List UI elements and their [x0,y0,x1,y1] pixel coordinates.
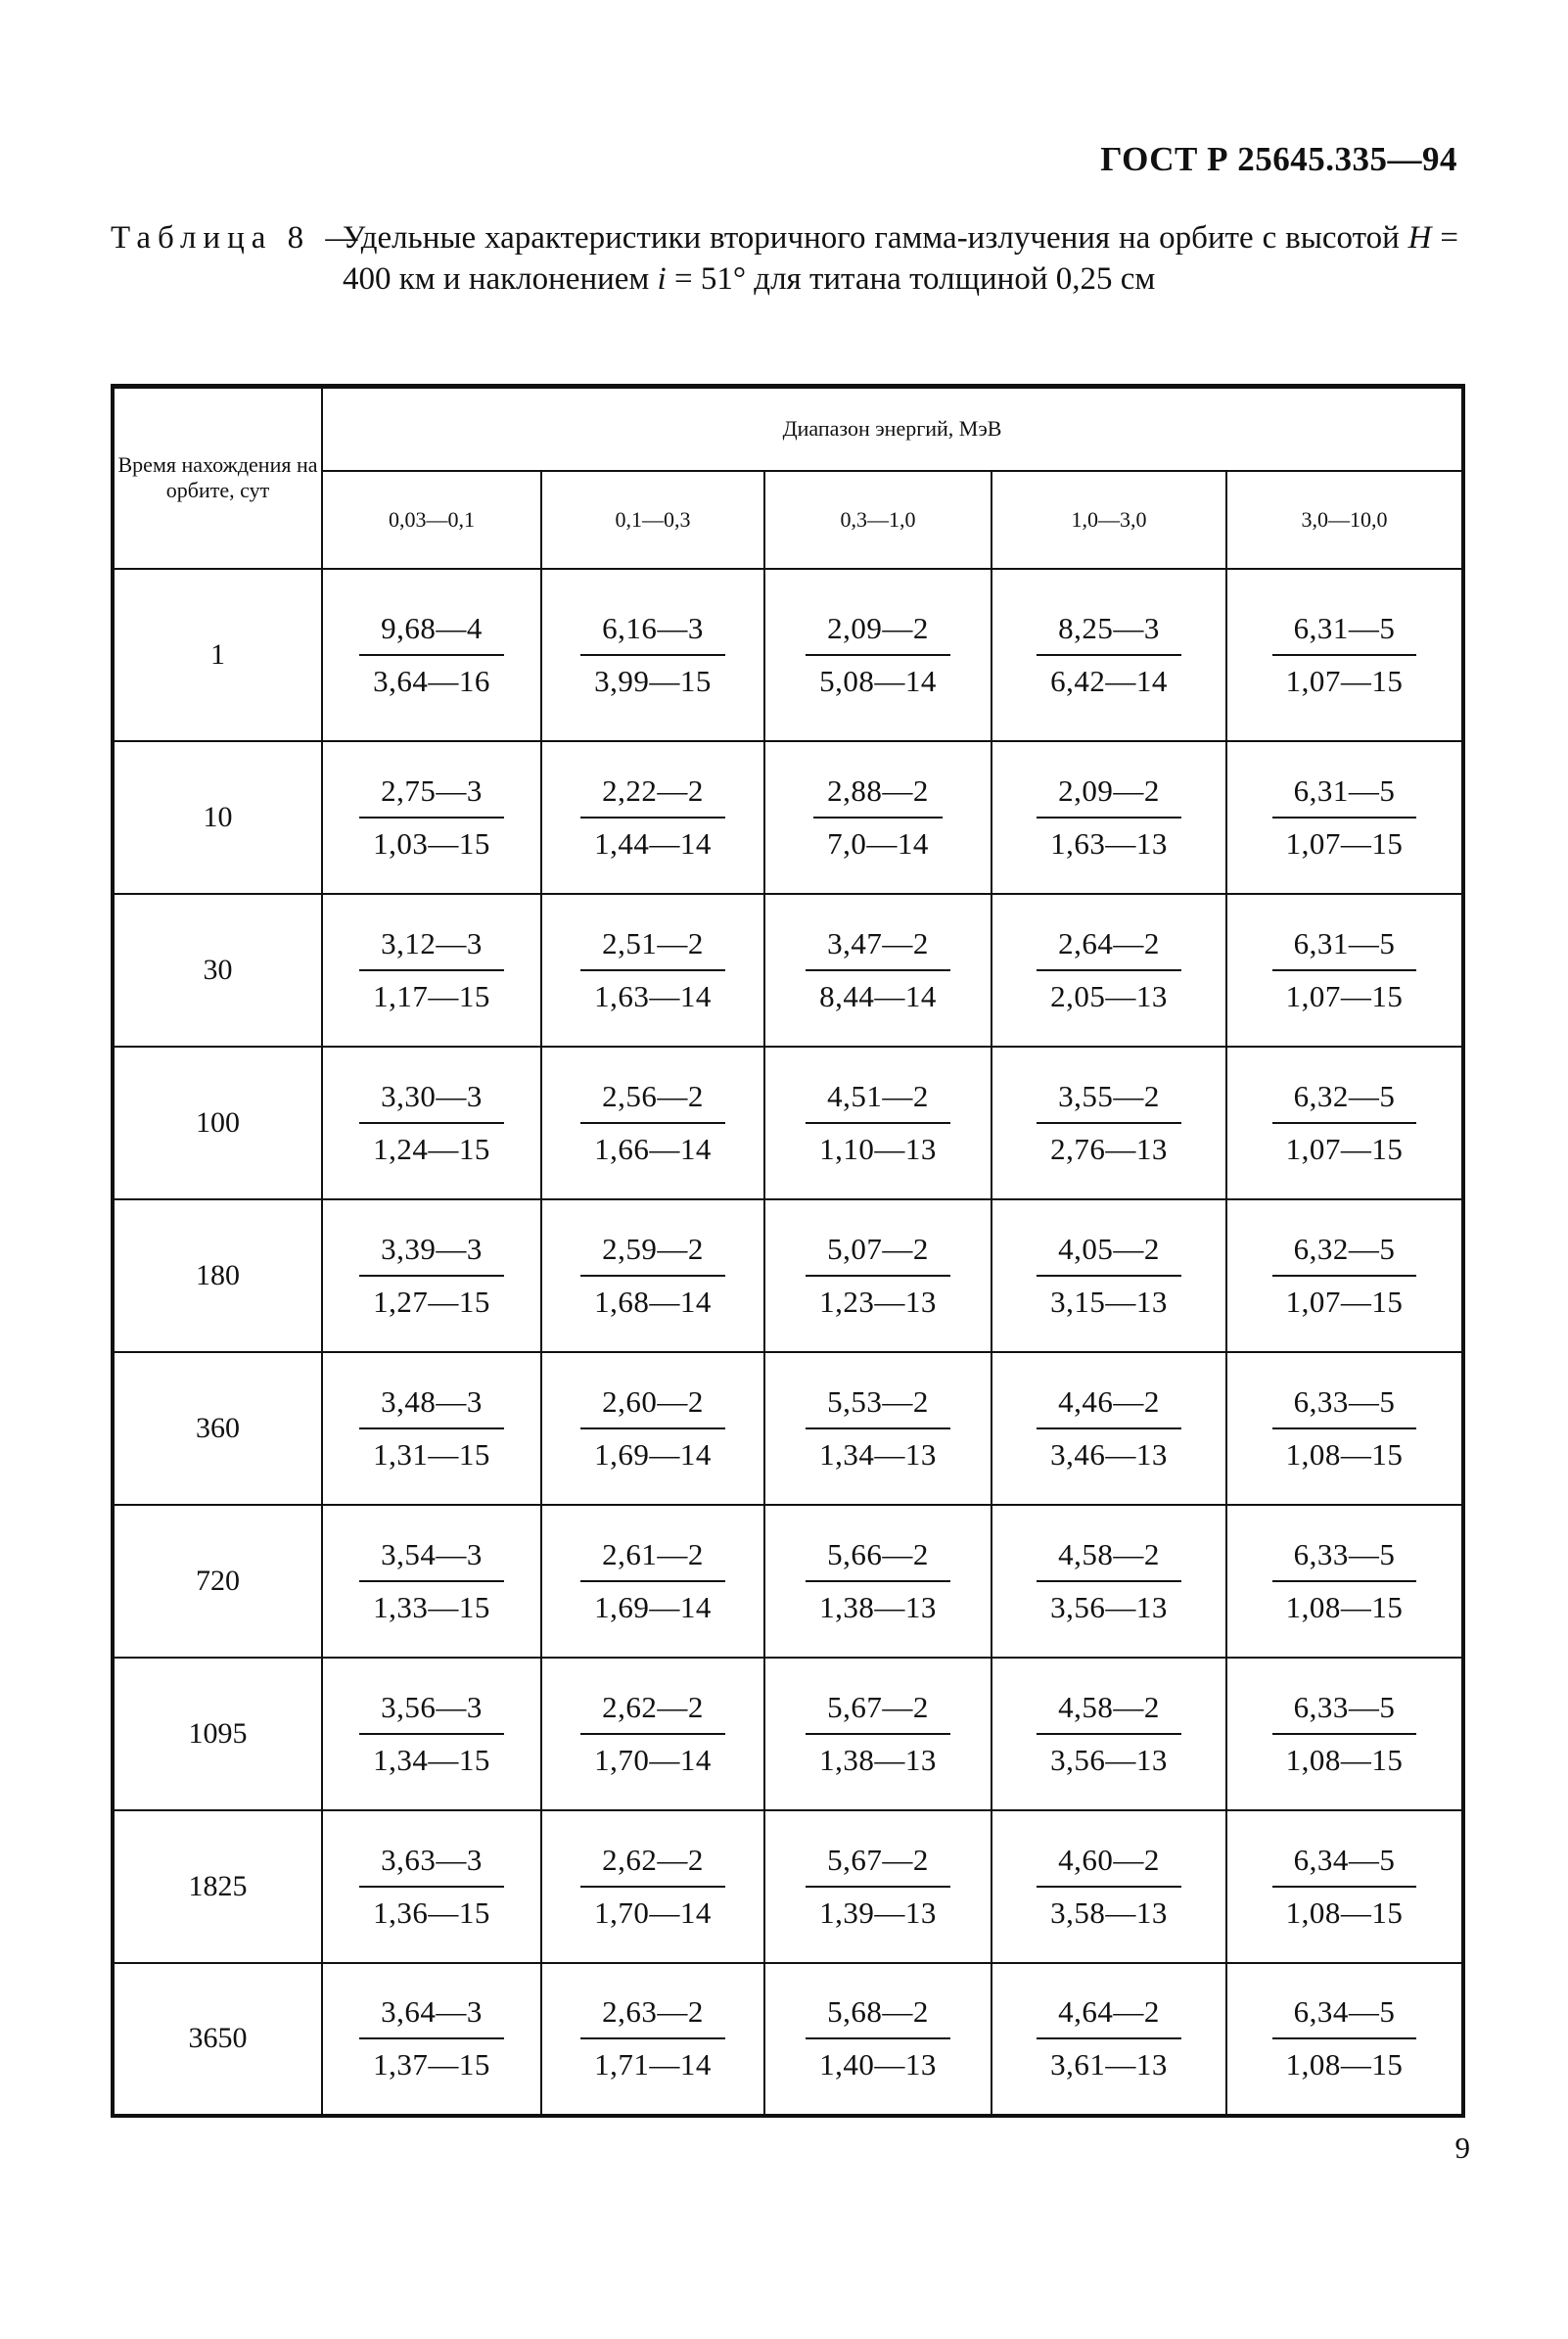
value-cell [541,741,764,894]
table-row [113,1963,1463,2116]
time-cell: 30 [113,894,322,1047]
value-cell [764,1352,992,1505]
table-row [113,1658,1463,1810]
fraction [1037,773,1181,862]
table-row [113,1505,1463,1658]
value-cell [992,1199,1226,1352]
fraction [359,1232,504,1320]
numerator: 6,32—5 [1272,1079,1417,1124]
denominator: 2,76—13 [1050,1131,1168,1166]
numerator: 6,34—5 [1272,1994,1417,2039]
column-header: 1,0—3,0 [992,471,1226,569]
time-cell: 10 [113,741,322,894]
fraction [1037,1232,1181,1320]
value-cell [322,1505,541,1658]
value-cell [764,894,992,1047]
column-header: 0,1—0,3 [541,471,764,569]
value-cell [1226,741,1463,894]
inclination-symbol: i [657,261,667,297]
value-cell [992,1352,1226,1505]
denominator: 1,34—15 [373,1742,490,1777]
table-row [113,894,1463,1047]
denominator: 1,36—15 [373,1895,490,1930]
denominator: 1,17—15 [373,978,490,1013]
denominator: 3,58—13 [1050,1895,1168,1930]
numerator: 2,59—2 [580,1232,725,1277]
denominator: 3,56—13 [1050,1589,1168,1624]
value-cell [1226,1199,1463,1352]
table-row [113,1047,1463,1199]
table-row [113,1199,1463,1352]
denominator: 3,15—13 [1050,1284,1168,1319]
fraction [806,611,950,699]
fraction [1272,1079,1417,1167]
numerator: 5,67—2 [806,1690,950,1735]
numerator: 9,68—4 [359,611,504,656]
fraction [806,926,950,1014]
height-symbol: H [1407,220,1432,256]
denominator: 1,69—14 [594,1436,712,1472]
value-cell [992,741,1226,894]
value-cell [1226,1505,1463,1658]
fraction [806,1537,950,1625]
numerator: 2,64—2 [1037,926,1181,971]
denominator: 1,27—15 [373,1284,490,1319]
value-cell [992,569,1226,741]
numerator: 2,61—2 [580,1537,725,1582]
denominator: 1,44—14 [594,825,712,861]
denominator: 1,39—13 [819,1895,937,1930]
numerator: 6,31—5 [1272,611,1417,656]
numerator: 2,09—2 [806,611,950,656]
numerator: 3,39—3 [359,1232,504,1277]
denominator: 3,56—13 [1050,1742,1168,1777]
fraction [1272,773,1417,862]
numerator: 3,63—3 [359,1843,504,1888]
value-cell [541,1963,764,2116]
numerator: 2,09—2 [1037,773,1181,819]
denominator: 1,08—15 [1285,2047,1404,2082]
denominator: 1,10—13 [819,1131,937,1166]
value-cell [541,1352,764,1505]
denominator: 1,71—14 [594,2047,712,2082]
value-cell [322,1047,541,1199]
numerator: 2,56—2 [580,1079,725,1124]
numerator: 5,07—2 [806,1232,950,1277]
numerator: 6,31—5 [1272,926,1417,971]
numerator: 3,55—2 [1037,1079,1181,1124]
denominator: 1,66—14 [594,1131,712,1166]
numerator: 3,12—3 [359,926,504,971]
fraction [1037,1994,1181,2082]
denominator: 1,08—15 [1285,1589,1404,1624]
caption-body [343,217,1458,300]
value-cell [322,1658,541,1810]
numerator: 3,47—2 [806,926,950,971]
fraction [806,1994,950,2082]
fraction [1272,1994,1417,2082]
value-cell [541,1505,764,1658]
denominator: 1,70—14 [594,1742,712,1777]
fraction [580,1690,725,1778]
denominator: 1,23—13 [819,1284,937,1319]
value-cell [764,1658,992,1810]
fraction [806,1384,950,1473]
value-cell [764,1810,992,1963]
numerator: 4,05—2 [1037,1232,1181,1277]
table-row [113,1810,1463,1963]
time-cell: 3650 [113,1963,322,2116]
fraction [1272,926,1417,1014]
numerator: 6,34—5 [1272,1843,1417,1888]
fraction [806,1843,950,1931]
value-cell [764,1963,992,2116]
numerator: 2,88—2 [813,773,943,819]
numerator: 3,56—3 [359,1690,504,1735]
numerator: 2,75—3 [359,773,504,819]
numerator: 2,60—2 [580,1384,725,1429]
denominator: 5,08—14 [819,663,937,698]
denominator: 7,0—14 [827,825,929,861]
document-code: ГОСТ Р 25645.335—94 [1100,140,1457,178]
denominator: 1,70—14 [594,1895,712,1930]
time-cell: 1095 [113,1658,322,1810]
numerator: 6,33—5 [1272,1537,1417,1582]
fraction [813,773,943,862]
value-cell [322,1199,541,1352]
fraction [1037,611,1181,699]
column-header: 0,03—0,1 [322,471,541,569]
numerator: 2,63—2 [580,1994,725,2039]
fraction [359,1384,504,1473]
numerator: 4,64—2 [1037,1994,1181,2039]
denominator: 1,69—14 [594,1589,712,1624]
numerator: 6,33—5 [1272,1384,1417,1429]
value-cell [541,1810,764,1963]
caption-prefix: Таблица 8 — [111,220,365,256]
fraction [580,1994,725,2082]
numerator: 3,64—3 [359,1994,504,2039]
value-cell [322,1810,541,1963]
value-cell [1226,1810,1463,1963]
fraction [580,1079,725,1167]
denominator: 1,08—15 [1285,1742,1404,1777]
denominator: 1,08—15 [1285,1895,1404,1930]
fraction [1037,1537,1181,1625]
fraction [1037,1384,1181,1473]
denominator: 1,24—15 [373,1131,490,1166]
column-header: 3,0—10,0 [1226,471,1463,569]
numerator: 5,68—2 [806,1994,950,2039]
value-cell [992,1963,1226,2116]
fraction [1037,926,1181,1014]
value-cell [541,894,764,1047]
time-cell: 1 [113,569,322,741]
denominator: 1,68—14 [594,1284,712,1319]
denominator: 1,63—13 [1050,825,1168,861]
numerator: 4,60—2 [1037,1843,1181,1888]
denominator: 3,46—13 [1050,1436,1168,1472]
numerator: 5,53—2 [806,1384,950,1429]
caption-text-3: = 51° для титана толщиной 0,25 см [666,261,1156,297]
fraction [359,1537,504,1625]
fraction [806,1690,950,1778]
denominator: 1,03—15 [373,825,490,861]
fraction [359,926,504,1014]
value-cell [764,741,992,894]
numerator: 6,31—5 [1272,773,1417,819]
denominator: 1,07—15 [1285,1131,1404,1166]
fraction [1272,1843,1417,1931]
fraction [580,926,725,1014]
numerator: 6,32—5 [1272,1232,1417,1277]
time-cell: 720 [113,1505,322,1658]
stub-header: Время нахождения на орбите, сут [113,387,322,569]
fraction [806,1232,950,1320]
numerator: 4,58—2 [1037,1690,1181,1735]
time-cell: 180 [113,1199,322,1352]
denominator: 1,08—15 [1285,1436,1404,1472]
table-row [113,741,1463,894]
numerator: 3,54—3 [359,1537,504,1582]
denominator: 1,37—15 [373,2047,490,2082]
numerator: 5,67—2 [806,1843,950,1888]
time-cell: 360 [113,1352,322,1505]
value-cell [322,894,541,1047]
numerator: 2,62—2 [580,1843,725,1888]
fraction [580,611,725,699]
denominator: 6,42—14 [1050,663,1168,698]
fraction [1272,1384,1417,1473]
column-header: 0,3—1,0 [764,471,992,569]
fraction [806,1079,950,1167]
denominator: 1,40—13 [819,2047,937,2082]
value-cell [322,1963,541,2116]
denominator: 1,31—15 [373,1436,490,1472]
data-table [111,384,1465,2118]
numerator: 5,66—2 [806,1537,950,1582]
numerator: 3,30—3 [359,1079,504,1124]
value-cell [992,1505,1226,1658]
value-cell [992,1047,1226,1199]
fraction [580,773,725,862]
fraction [580,1843,725,1931]
fraction [359,1690,504,1778]
value-cell [992,894,1226,1047]
value-cell [1226,569,1463,741]
fraction [580,1384,725,1473]
value-cell [541,569,764,741]
numerator: 3,48—3 [359,1384,504,1429]
fraction [1037,1843,1181,1931]
time-cell: 100 [113,1047,322,1199]
fraction [580,1232,725,1320]
numerator: 8,25—3 [1037,611,1181,656]
numerator: 6,16—3 [580,611,725,656]
value-cell [764,569,992,741]
denominator: 3,99—15 [594,663,712,698]
value-cell [541,1047,764,1199]
fraction [1037,1690,1181,1778]
denominator: 1,63—14 [594,978,712,1013]
denominator: 8,44—14 [819,978,937,1013]
numerator: 2,22—2 [580,773,725,819]
denominator: 1,07—15 [1285,978,1404,1013]
fraction [1272,611,1417,699]
fraction [359,1079,504,1167]
energy-range-header: Диапазон энергий, МэВ [322,387,1463,471]
denominator: 1,07—15 [1285,825,1404,861]
value-cell [1226,894,1463,1047]
numerator: 4,51—2 [806,1079,950,1124]
denominator: 3,61—13 [1050,2047,1168,2082]
numerator: 4,58—2 [1037,1537,1181,1582]
value-cell [992,1658,1226,1810]
numerator: 4,46—2 [1037,1384,1181,1429]
denominator: 3,64—16 [373,663,490,698]
page-number: 9 [1454,2130,1470,2165]
denominator: 1,34—13 [819,1436,937,1472]
denominator: 1,07—15 [1285,663,1404,698]
fraction [1272,1690,1417,1778]
numerator: 2,51—2 [580,926,725,971]
value-cell [1226,1352,1463,1505]
denominator: 1,07—15 [1285,1284,1404,1319]
table-row [113,1352,1463,1505]
header-row-1 [113,387,1463,471]
value-cell [764,1047,992,1199]
fraction [1037,1079,1181,1167]
value-cell [1226,1047,1463,1199]
fraction [1272,1537,1417,1625]
fraction [1272,1232,1417,1320]
value-cell [322,569,541,741]
fraction [359,773,504,862]
denominator: 2,05—13 [1050,978,1168,1013]
value-cell [1226,1658,1463,1810]
value-cell [764,1199,992,1352]
table-row [113,569,1463,741]
denominator: 1,38—13 [819,1742,937,1777]
value-cell [992,1810,1226,1963]
numerator: 2,62—2 [580,1690,725,1735]
value-cell [322,741,541,894]
numerator: 6,33—5 [1272,1690,1417,1735]
caption-text-1: Удельные характеристики вторичного гамма-излучения на орбите с высотой [343,220,1408,256]
denominator: 1,33—15 [373,1589,490,1624]
time-cell: 1825 [113,1810,322,1963]
value-cell [1226,1963,1463,2116]
fraction [359,1994,504,2082]
denominator: 1,38—13 [819,1589,937,1624]
value-cell [541,1199,764,1352]
fraction [359,611,504,699]
fraction [359,1843,504,1931]
fraction [580,1537,725,1625]
value-cell [322,1352,541,1505]
caption-text-2: = 400 км и наклонением [343,220,1458,297]
value-cell [764,1505,992,1658]
value-cell [541,1658,764,1810]
